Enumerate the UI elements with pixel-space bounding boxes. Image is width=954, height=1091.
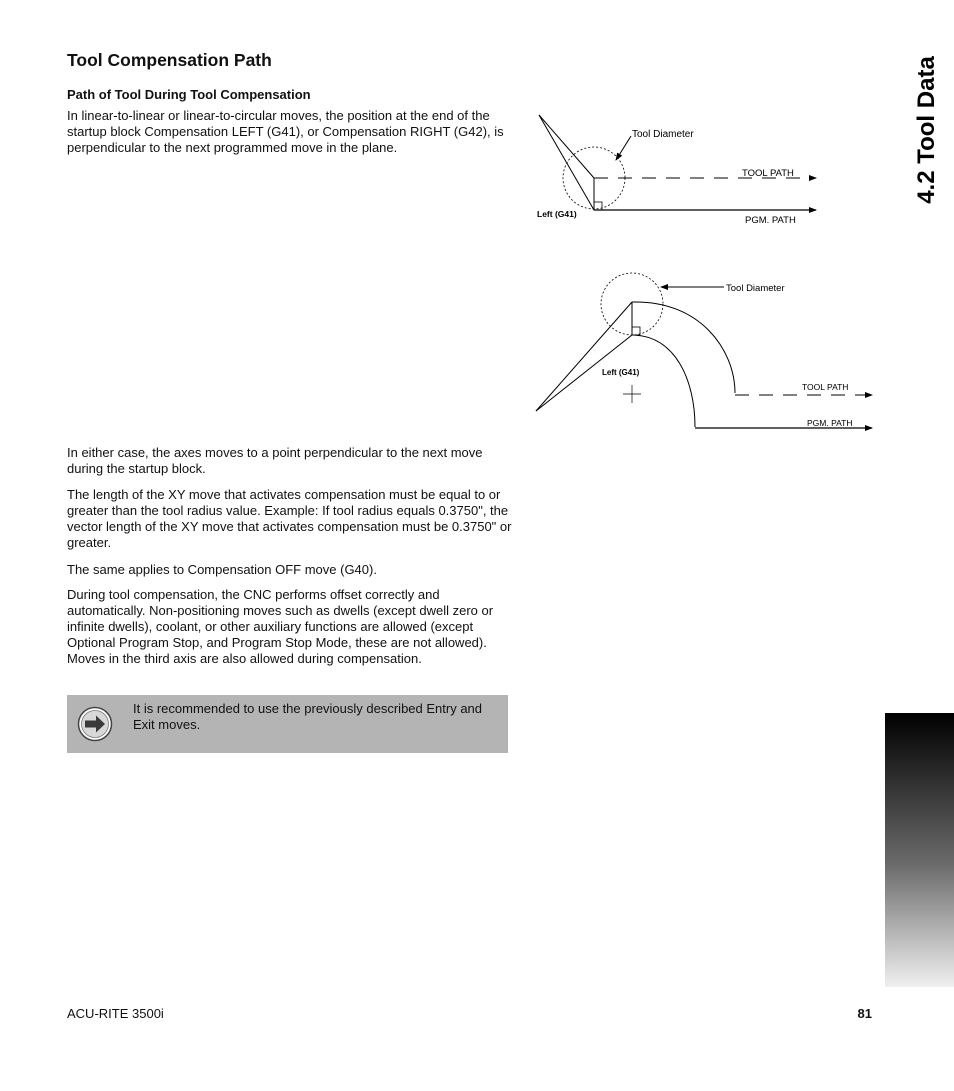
tool-path-label: TOOL PATH	[802, 382, 849, 392]
right-angle-marker	[632, 327, 640, 335]
entry-line-outer	[539, 115, 594, 210]
paragraph-either-case: In either case, the axes moves to a point perpendicular to the next move during the startup block.	[67, 445, 483, 476]
paragraph-during-comp: During tool compensation, the CNC performs offset correctly and automatically. Non-positioning moves such as dwells (except dwell zero or infinite dwells), coolant, or other auxiliary functions are allowed (except Optional Program Stop, and Program Stop Mode, these are not allowed). Moves in the third axis are also allowed during compensation.	[67, 587, 494, 666]
tool-diameter-label: Tool Diameter	[726, 283, 785, 294]
pgm-path-label: PGM. PATH	[807, 418, 853, 428]
entry-line-inner	[539, 115, 594, 178]
footer-product: ACU-RITE 3500i	[67, 1006, 164, 1021]
section-subtitle: Path of Tool During Tool Compensation	[67, 87, 311, 102]
page-title: Tool Compensation Path	[67, 50, 272, 70]
arrow-right-icon	[77, 706, 113, 742]
diagram-circular-compensation	[530, 265, 880, 435]
chapter-tab-title: 4.2 Tool Data	[913, 56, 940, 204]
paragraph-g40: The same applies to Compensation OFF move (G40).	[67, 562, 377, 577]
left-g41-label: Left (G41)	[602, 368, 640, 377]
tool-diameter-pointer	[616, 136, 631, 160]
chapter-thumb-tab	[885, 713, 954, 987]
note-box	[67, 695, 508, 753]
left-g41-label: Left (G41)	[537, 209, 577, 219]
entry-line-outer	[536, 302, 632, 411]
diagram-linear-compensation	[530, 108, 830, 233]
tool-path-arc	[632, 302, 735, 393]
paragraph-xy-length: The length of the XY move that activates compensation must be equal to or greater than the tool radius value. Example: If tool radius equals 0.3750", the vector length of the XY move that activates compensation must be 0.3750" or greater.	[67, 487, 512, 550]
tool-diameter-label: Tool Diameter	[632, 129, 694, 140]
pgm-path-arc	[632, 335, 695, 427]
tool-path-label: TOOL PATH	[742, 168, 794, 179]
pgm-path-label: PGM. PATH	[745, 215, 796, 226]
page-number: 81	[857, 1006, 872, 1021]
note-text: It is recommended to use the previously described Entry and Exit moves.	[133, 701, 483, 732]
paragraph-intro: In linear-to-linear or linear-to-circular moves, the position at the end of the startup block Compensation LEFT (G41), or Compensation RIGHT (G42), is perpendicular to the next programmed move in the plane.	[67, 108, 504, 155]
